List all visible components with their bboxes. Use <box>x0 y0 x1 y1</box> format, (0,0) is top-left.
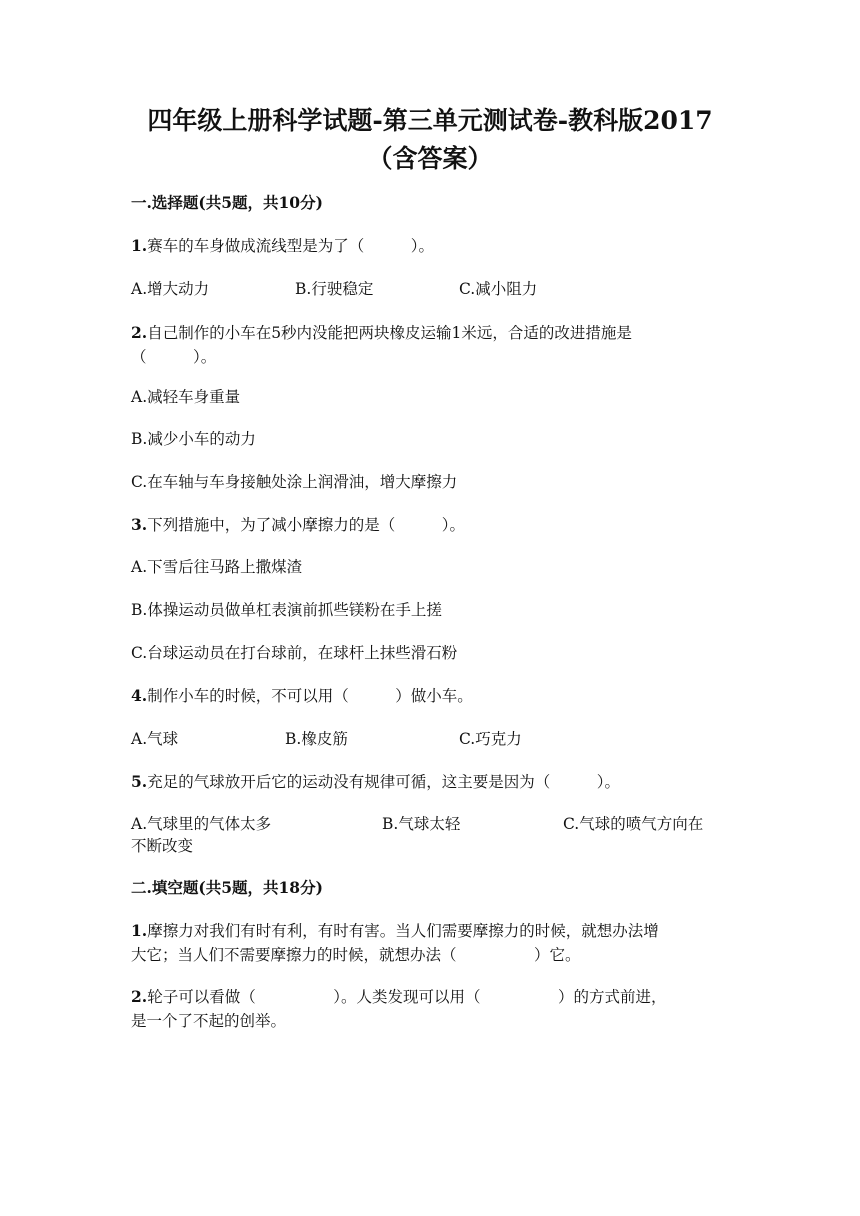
fill-question-1 <box>131 919 731 967</box>
option-c-continued: 不断改变 <box>131 837 194 855</box>
question-text: 制作小车的时候，不可以用（ ）做小车。 <box>147 687 473 705</box>
question-text: 下列措施中，为了减小摩擦力的是（ ）。 <box>147 516 465 534</box>
question-4 <box>131 684 731 708</box>
option-a: A.气球里的气体太多 <box>131 815 272 833</box>
question-text-line1: 摩擦力对我们有时有利，有时有害。当人们需要摩擦力的时候，就想办法增 <box>147 922 659 940</box>
option-b: B.气球太轻 <box>382 815 461 833</box>
section-heading-fill: 二.填空题(共5题，共18分) <box>131 878 323 897</box>
option-c: C.在车轴与车身接触处涂上润滑油，增大摩擦力 <box>131 473 458 491</box>
option-c: C.台球运动员在打台球前，在球杆上抹些滑石粉 <box>131 644 458 662</box>
option-a: A.下雪后往马路上撒煤渣 <box>131 558 303 576</box>
question-text-line1: 自己制作的小车在5秒内没能把两块橡皮运输1米远，合适的改进措施是 <box>147 324 632 342</box>
question-1 <box>131 234 731 258</box>
option-c: C.巧克力 <box>459 730 522 748</box>
option-a: A.减轻车身重量 <box>131 388 241 406</box>
section-heading-choice: 一.选择题(共5题，共10分) <box>131 193 323 212</box>
option-b: B.橡皮筋 <box>285 730 348 748</box>
page-title: 四年级上册科学试题-第三单元测试卷-教科版2017 <box>147 106 713 135</box>
question-number: 2. <box>131 987 148 1006</box>
option-b: B.减少小车的动力 <box>131 430 256 448</box>
question-number: 1. <box>131 236 148 255</box>
question-text-line2: 大它；当人们不需要摩擦力的时候，就想办法（ ）它。 <box>131 946 581 964</box>
question-text-line1: 轮子可以看做（ ）。人类发现可以用（ ）的方式前进， <box>147 988 667 1006</box>
option-b: B.体操运动员做单杠表演前抓些镁粉在手上搓 <box>131 601 442 619</box>
question-2 <box>131 321 731 369</box>
question-text-line2: （ ）。 <box>131 348 217 366</box>
question-number: 2. <box>131 323 148 342</box>
option-c: C.减小阻力 <box>459 280 538 298</box>
question-text: 赛车的车身做成流线型是为了（ ）。 <box>147 237 434 255</box>
fill-question-2 <box>131 985 731 1033</box>
question-5 <box>131 770 731 794</box>
question-number: 4. <box>131 686 148 705</box>
question-text: 充足的气球放开后它的运动没有规律可循，这主要是因为（ ）。 <box>147 773 620 791</box>
question-number: 3. <box>131 515 148 534</box>
question-3 <box>131 513 731 537</box>
question-number: 5. <box>131 772 148 791</box>
question-text-line2: 是一个了不起的创举。 <box>131 1012 287 1030</box>
option-a: A.增大动力 <box>131 280 210 298</box>
option-b: B.行驶稳定 <box>295 280 374 298</box>
page-subtitle: （含答案） <box>367 144 493 173</box>
question-number: 1. <box>131 921 148 940</box>
option-a: A.气球 <box>131 730 179 748</box>
option-c: C.气球的喷气方向在 <box>563 815 704 833</box>
